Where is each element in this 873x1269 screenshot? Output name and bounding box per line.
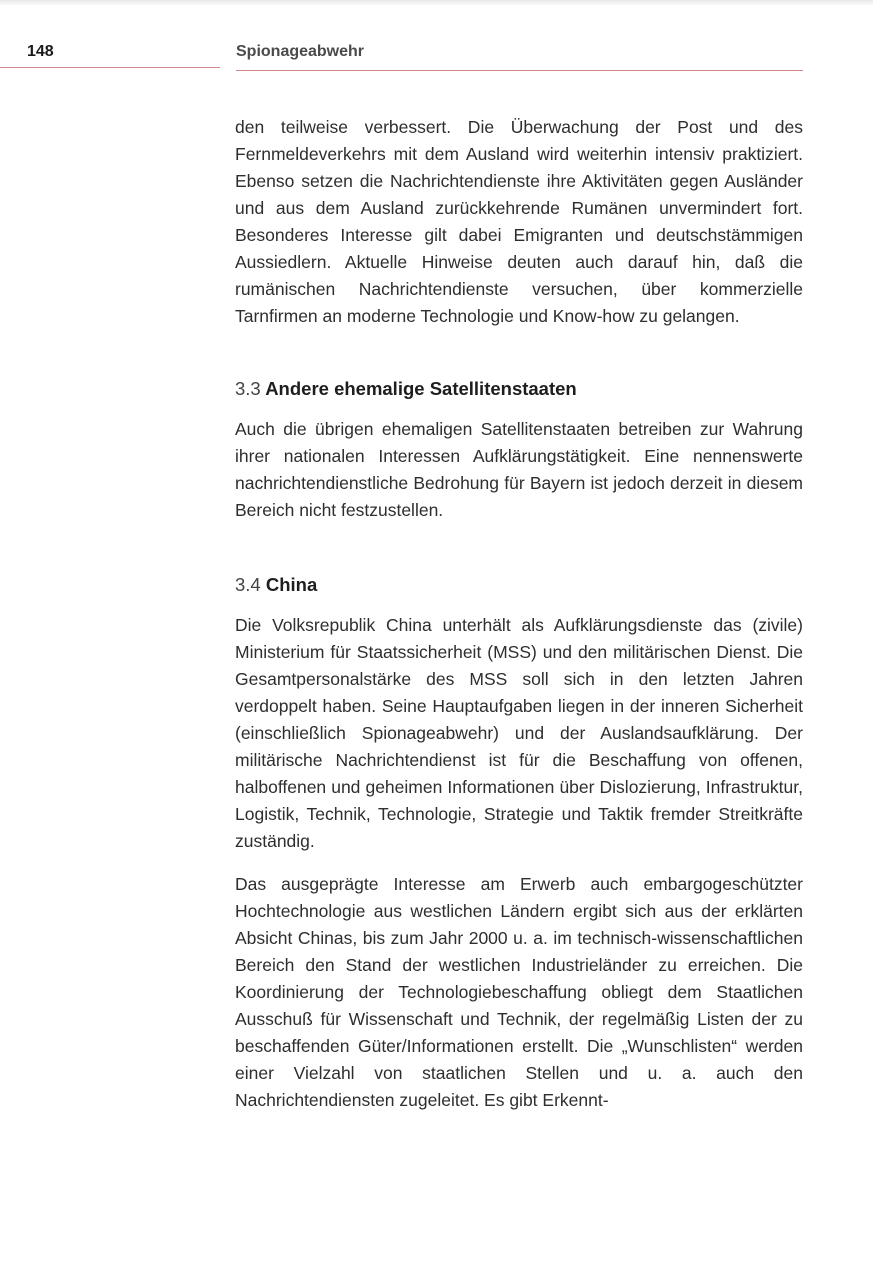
header-rule-left <box>0 67 220 68</box>
paragraph-satellitenstaaten: Auch die übrigen ehemaligen Satellitenstaaten betreiben zur Wahrung ihrer nationalen Interessen Aufklärungstätigkeit. Eine nennenswerte nachrichtendienstliche Bedrohung für Bayern ist jedoch derzeit in diesem Bereich nicht festzustellen. <box>235 419 803 520</box>
section-number: 3.3 <box>235 378 261 399</box>
paragraph-continuation: den teilweise verbessert. Die Überwachung der Post und des Fernmeldeverkehrs mit dem Ausland wird weiterhin intensiv praktiziert. Ebenso setzen die Nachrichtendienste ihre Aktivitäten gegen Ausländer und aus dem Ausland zurückkehrende Rumänen unvermindert fort. Besonderes Interesse gilt dabei Emigranten und deutschstämmigen Aussiedlern. Aktuelle Hinweise deuten auch darauf hin, daß die rumänischen Nachrichtendienste versuchen, über kommerzielle Tarnfirmen an moderne Technologie und Know-how zu gelangen. <box>235 117 803 326</box>
section-heading-3-3 <box>235 378 803 400</box>
scan-edge <box>0 0 873 6</box>
body-text <box>235 114 803 1114</box>
header-rule-right <box>236 70 803 71</box>
section-number: 3.4 <box>235 574 261 595</box>
running-title: Spionageabwehr <box>236 43 365 60</box>
paragraph-china-dienste: Die Volksrepublik China unterhält als Aufklärungsdienste das (zivile) Ministerium für Staatssicherheit (MSS) und den militärischen Dienst. Die Gesamtpersonalstärke des MSS soll sich in den letzten Jahren verdoppelt haben. Seine Hauptaufgaben liegen in der inneren Sicherheit (einschließlich Spionageabwehr) und der Auslandsaufklärung. Der militärische Nachrichtendienst ist für die Beschaffung von offenen, halboffenen und geheimen Informationen über Dislozierung, Infrastruktur, Logistik, Technik, Technologie, Strategie und Taktik fremder Streitkräfte zuständig. <box>235 615 803 851</box>
page-number: 148 <box>27 43 54 60</box>
paragraph-china-technologie: Das ausgeprägte Interesse am Erwerb auch embargogeschützter Hochtechnologie aus westlichen Ländern ergibt sich aus der erklärten Absicht Chinas, bis zum Jahr 2000 u. a. im technisch-wissenschaftlichen Bereich den Stand der westlichen Industrieländer zu erreichen. Die Koordinierung der Technologiebeschaffung obliegt dem Staatlichen Ausschuß für Wissenschaft und Technik, der regelmäßig Listen der zu beschaffenden Güter/Informationen erstellt. Die „Wunschlisten“ werden einer Vielzahl von staatlichen Stellen und u. a. auch den Nachrichtendiensten zugeleitet. Es gibt Erkennt- <box>235 874 803 1110</box>
page-header <box>0 40 803 70</box>
section-title: Andere ehemalige Satellitenstaaten <box>265 378 577 399</box>
section-heading-3-4 <box>235 574 803 596</box>
section-title: China <box>265 574 318 595</box>
